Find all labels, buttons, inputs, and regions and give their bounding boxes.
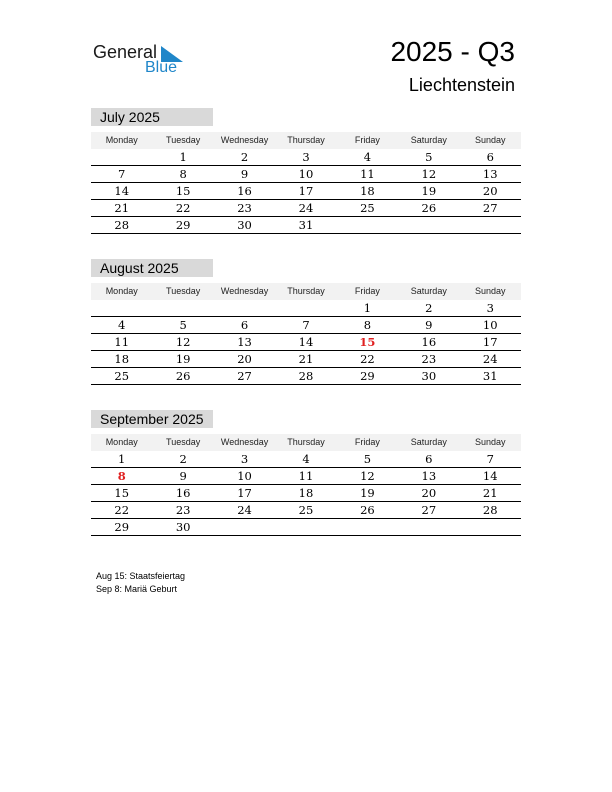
day-cell: 28 xyxy=(482,503,498,517)
day-cell: 6 xyxy=(425,452,433,466)
day-cell: 6 xyxy=(486,150,494,164)
day-cell: 4 xyxy=(302,452,310,466)
day-cell: 25 xyxy=(114,369,130,383)
empty-day-cell xyxy=(398,519,459,535)
holiday-note: Sep 8: Mariä Geburt xyxy=(96,584,178,594)
day-cell: 13 xyxy=(421,469,437,483)
day-cell: 17 xyxy=(237,486,252,500)
weekday-label: Sunday xyxy=(474,286,506,296)
day-cell: 25 xyxy=(298,503,314,517)
day-cell: 22 xyxy=(114,503,130,517)
day-cell: 3 xyxy=(486,301,494,315)
day-cell: 23 xyxy=(175,503,191,517)
day-cell: 30 xyxy=(175,520,191,534)
day-cell: 11 xyxy=(360,167,375,181)
weekday-label: Monday xyxy=(105,286,138,296)
day-cell: 13 xyxy=(237,335,252,349)
day-cell: 20 xyxy=(482,184,498,198)
day-cell: 15 xyxy=(175,184,191,198)
empty-day-cell xyxy=(275,300,336,316)
day-cell: 5 xyxy=(425,150,433,164)
weekday-header xyxy=(91,434,521,451)
day-cell: 26 xyxy=(175,369,191,383)
day-cell: 8 xyxy=(117,469,126,483)
weekday-label: Saturday xyxy=(410,437,447,447)
weekday-label: Tuesday xyxy=(166,135,201,145)
day-cell: 20 xyxy=(237,352,252,366)
weekday-label: Thursday xyxy=(287,135,325,145)
day-cell: 5 xyxy=(179,318,187,332)
day-cell: 26 xyxy=(421,201,437,215)
day-cell: 11 xyxy=(114,335,130,349)
weekday-label: Wednesday xyxy=(220,437,269,447)
empty-day-cell xyxy=(337,519,398,535)
empty-day-cell xyxy=(91,149,152,165)
page-title: 2025 - Q3 xyxy=(390,36,515,67)
week-row xyxy=(91,451,521,468)
day-cell: 31 xyxy=(482,369,498,383)
weekday-label: Friday xyxy=(354,135,380,145)
weekday-label: Tuesday xyxy=(166,437,201,447)
day-cell: 29 xyxy=(114,520,130,534)
day-cell: 18 xyxy=(298,486,314,500)
week-row xyxy=(91,217,521,234)
week-row xyxy=(91,351,521,368)
month-label: July 2025 xyxy=(91,108,213,126)
week-row xyxy=(91,300,521,317)
day-cell: 5 xyxy=(363,452,372,466)
day-cell: 29 xyxy=(175,218,191,232)
day-cell: 4 xyxy=(118,318,126,332)
day-cell: 10 xyxy=(237,469,252,483)
day-cell: 27 xyxy=(482,201,498,215)
logo-text-general: General xyxy=(93,42,158,62)
day-cell: 11 xyxy=(298,469,314,483)
day-cell: 13 xyxy=(482,167,498,181)
day-cell: 29 xyxy=(360,369,375,383)
month-block xyxy=(91,108,521,234)
day-cell: 12 xyxy=(360,469,375,483)
day-cell: 19 xyxy=(175,352,191,366)
month-label: August 2025 xyxy=(91,259,213,277)
weekday-label: Sunday xyxy=(474,437,506,447)
day-cell: 24 xyxy=(237,503,252,517)
country-name: Liechtenstein xyxy=(408,75,515,95)
day-cell: 3 xyxy=(240,452,249,466)
week-row xyxy=(91,368,521,385)
day-cell: 16 xyxy=(237,184,252,198)
weekday-label: Wednesday xyxy=(220,135,269,145)
day-cell: 7 xyxy=(302,318,310,332)
day-cell: 2 xyxy=(179,452,187,466)
empty-day-cell xyxy=(460,519,521,535)
day-cell: 14 xyxy=(482,469,498,483)
weekday-label: Saturday xyxy=(410,286,447,296)
weekday-label: Tuesday xyxy=(166,286,201,296)
empty-day-cell xyxy=(91,300,152,316)
weekday-header xyxy=(91,132,521,149)
day-cell: 8 xyxy=(363,318,372,332)
month-block xyxy=(91,410,521,536)
day-cell: 12 xyxy=(175,335,191,349)
day-cell: 20 xyxy=(421,486,437,500)
weekday-label: Wednesday xyxy=(220,286,269,296)
day-cell: 3 xyxy=(302,150,310,164)
day-cell: 1 xyxy=(179,150,187,164)
day-cell: 16 xyxy=(175,486,191,500)
day-cell: 30 xyxy=(237,218,252,232)
week-row xyxy=(91,200,521,217)
weekday-label: Thursday xyxy=(287,437,325,447)
day-cell: 7 xyxy=(486,452,494,466)
weekday-label: Sunday xyxy=(474,135,506,145)
day-cell: 4 xyxy=(363,150,372,164)
empty-day-cell xyxy=(460,217,521,233)
day-cell: 18 xyxy=(360,184,375,198)
day-cell: 18 xyxy=(114,352,130,366)
day-cell: 1 xyxy=(363,301,372,315)
weekday-label: Monday xyxy=(105,135,138,145)
day-cell: 31 xyxy=(298,218,314,232)
day-cell: 23 xyxy=(421,352,437,366)
week-row xyxy=(91,502,521,519)
empty-day-cell xyxy=(398,217,459,233)
empty-day-cell xyxy=(337,217,398,233)
day-cell: 9 xyxy=(240,167,249,181)
day-cell: 24 xyxy=(298,201,314,215)
day-cell: 21 xyxy=(482,486,498,500)
day-cell: 19 xyxy=(421,184,437,198)
day-cell: 22 xyxy=(175,201,191,215)
week-row xyxy=(91,485,521,502)
weekday-label: Thursday xyxy=(287,286,325,296)
day-cell: 2 xyxy=(425,301,433,315)
day-cell: 23 xyxy=(237,201,252,215)
holiday-notes xyxy=(96,570,185,596)
day-cell: 15 xyxy=(359,335,376,349)
empty-day-cell xyxy=(152,300,213,316)
day-cell: 1 xyxy=(118,452,126,466)
weekday-label: Saturday xyxy=(410,135,447,145)
week-row xyxy=(91,468,521,485)
day-cell: 21 xyxy=(114,201,130,215)
holiday-note: Aug 15: Staatsfeiertag xyxy=(96,571,186,581)
week-row xyxy=(91,166,521,183)
day-cell: 16 xyxy=(421,335,437,349)
day-cell: 12 xyxy=(421,167,437,181)
logo-text-blue: Blue xyxy=(145,59,178,76)
generalblue-logo xyxy=(93,42,193,78)
weekday-label: Friday xyxy=(354,286,380,296)
day-cell: 26 xyxy=(360,503,375,517)
week-row xyxy=(91,334,521,351)
day-cell: 28 xyxy=(298,369,314,383)
day-cell: 14 xyxy=(114,184,130,198)
day-cell: 19 xyxy=(360,486,375,500)
day-cell: 21 xyxy=(298,352,314,366)
day-cell: 9 xyxy=(179,469,187,483)
day-cell: 30 xyxy=(421,369,437,383)
month-block xyxy=(91,259,521,385)
day-cell: 28 xyxy=(114,218,130,232)
day-cell: 2 xyxy=(240,150,249,164)
month-label: September 2025 xyxy=(91,410,213,428)
day-cell: 24 xyxy=(482,352,498,366)
day-cell: 6 xyxy=(240,318,249,332)
day-cell: 10 xyxy=(298,167,314,181)
day-cell: 15 xyxy=(114,486,130,500)
weekday-label: Monday xyxy=(105,437,138,447)
weekday-label: Friday xyxy=(354,437,380,447)
empty-day-cell xyxy=(275,519,336,535)
day-cell: 27 xyxy=(237,369,252,383)
day-cell: 17 xyxy=(482,335,498,349)
empty-day-cell xyxy=(214,300,275,316)
weekday-header xyxy=(91,283,521,300)
week-row xyxy=(91,149,521,166)
day-cell: 25 xyxy=(360,201,375,215)
empty-day-cell xyxy=(214,519,275,535)
day-cell: 27 xyxy=(421,503,437,517)
day-cell: 8 xyxy=(179,167,187,181)
day-cell: 10 xyxy=(482,318,498,332)
day-cell: 14 xyxy=(298,335,314,349)
day-cell: 7 xyxy=(118,167,126,181)
week-row xyxy=(91,317,521,334)
week-row xyxy=(91,519,521,536)
week-row xyxy=(91,183,521,200)
day-cell: 22 xyxy=(360,352,375,366)
day-cell: 9 xyxy=(425,318,433,332)
day-cell: 17 xyxy=(298,184,314,198)
